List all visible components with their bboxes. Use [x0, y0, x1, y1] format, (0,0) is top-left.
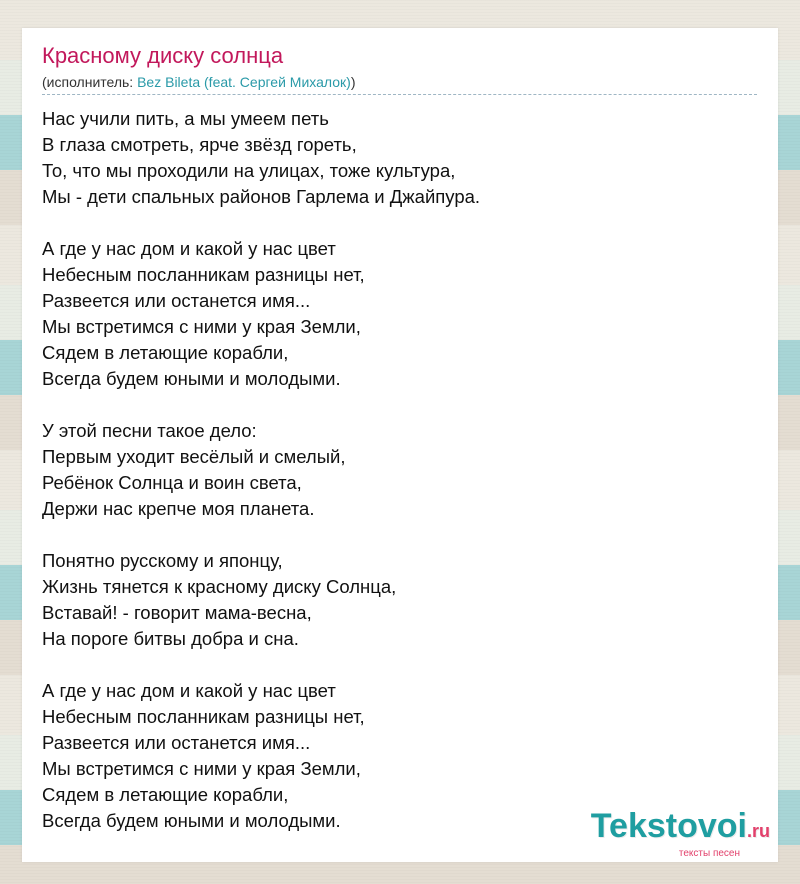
lyric-line: Сядем в летающие корабли, [42, 784, 289, 805]
logo-wordmark [591, 809, 770, 848]
artist-credit [42, 72, 757, 95]
lyric-line: Развеется или останется имя... [42, 290, 311, 311]
stanza [42, 418, 757, 522]
site-logo[interactable] [591, 809, 770, 860]
lyric-line: Мы - дети спальных районов Гарлема и Джайпура. [42, 186, 481, 207]
logo-name: Tekstovoi [590, 807, 747, 845]
lyric-line: Всегда будем юными и молодыми. [42, 810, 341, 831]
lyric-line: А где у нас дом и какой у нас цвет [42, 680, 336, 701]
lyric-line: Жизнь тянется к красному диску Солнца, [42, 576, 397, 597]
logo-tld: .ru [746, 821, 770, 841]
lyric-line: Первым уходит весёлый и смелый, [42, 446, 346, 467]
lyric-line: Ребёнок Солнца и воин света, [42, 472, 302, 493]
lyric-line: Понятно русскому и японцу, [42, 550, 283, 571]
logo-tagline: тексты песен [678, 848, 740, 859]
lyric-line: На пороге битвы добра и сна. [42, 628, 299, 649]
lyric-line: Мы встретимся с ними у края Земли, [42, 316, 361, 337]
lyrics-card [22, 28, 778, 862]
stanza [42, 548, 757, 652]
lyric-line: Мы встретимся с ними у края Земли, [42, 758, 361, 779]
lyrics-body [42, 106, 757, 860]
page-title: Красному диску солнца [42, 43, 284, 68]
lyric-line: Держи нас крепче моя планета. [42, 498, 315, 519]
stanza [42, 106, 757, 210]
lyric-line: В глаза смотреть, ярче звёзд гореть, [42, 134, 357, 155]
lyric-line: А где у нас дом и какой у нас цвет [42, 238, 336, 259]
stanza [42, 236, 757, 392]
lyric-line: Небесным посланникам разницы нет, [42, 264, 365, 285]
lyric-line: Всегда будем юными и молодыми. [42, 368, 341, 389]
lyric-line: То, что мы проходили на улицах, тоже культура, [42, 160, 456, 181]
lyric-line: Вставай! - говорит мама-весна, [42, 602, 312, 623]
lyric-line: Нас учили пить, а мы умеем петь [42, 108, 329, 129]
lyric-line: Небесным посланникам разницы нет, [42, 706, 365, 727]
lyric-line: У этой песни такое дело: [42, 420, 257, 441]
lyric-line: Сядем в летающие корабли, [42, 342, 289, 363]
credit-prefix: (исполнитель: [42, 74, 138, 90]
artist-link[interactable]: Bez Bileta (feat. Сергей Михалок) [137, 74, 351, 90]
lyric-line: Развеется или останется имя... [42, 732, 311, 753]
credit-suffix: ) [350, 74, 356, 90]
